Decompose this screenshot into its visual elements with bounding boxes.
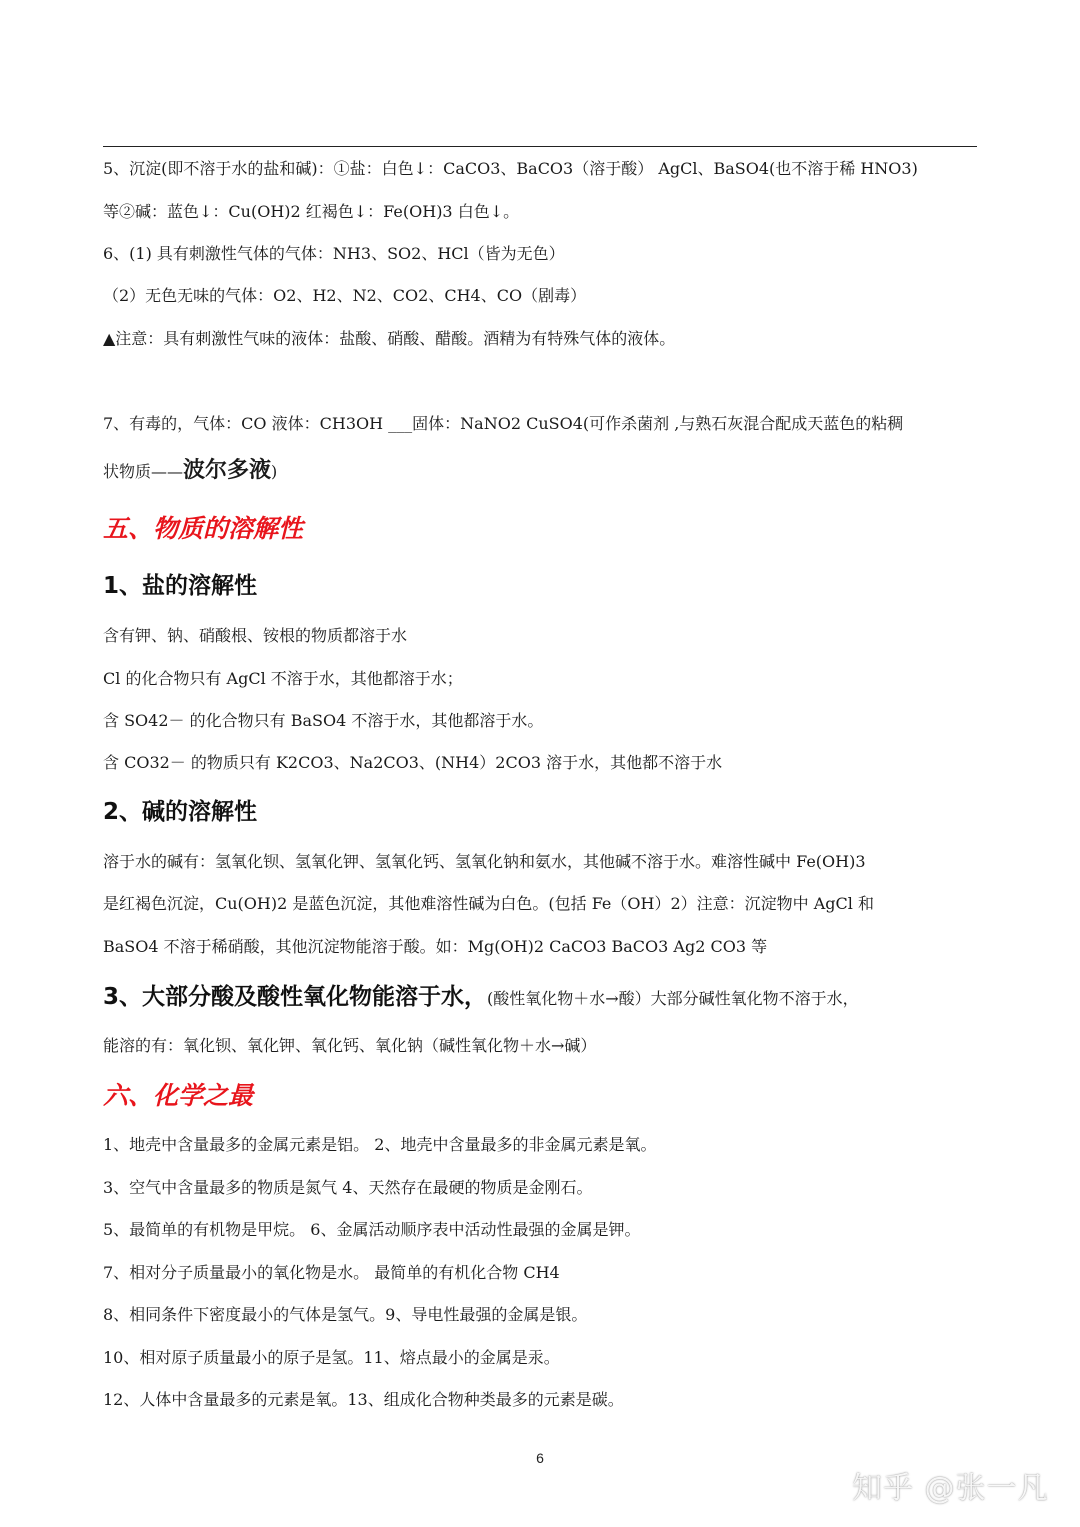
superlative-line-6: 10、相对原子质量最小的原子是氢。11、熔点最小的金属是汞。	[103, 1348, 560, 1367]
base-line-2: 是红褐色沉淀，Cu(OH)2 是蓝色沉淀，其他难溶性碱为白色。(包括 Fe（OH）2）注意：沉淀物中 AgCl 和	[103, 894, 874, 913]
header-rule	[103, 146, 977, 147]
subsection-title-base: 2、碱的溶解性	[103, 799, 258, 825]
text-line-7b	[103, 460, 983, 483]
text-line-6a: 6、(1) 具有刺激性气体的气体：NH3、SO2、HCl（皆为无色）	[103, 244, 565, 263]
salt-line-4: 含 CO32－ 的物质只有 K2CO3、Na2CO3、(NH4）2CO3 溶于水，其他都不溶于水	[103, 753, 723, 772]
page-number: 6	[536, 1450, 544, 1466]
subsection-title-salt: 1、盐的溶解性	[103, 573, 258, 599]
superlative-line-3: 5、最简单的有机物是甲烷。 6、金属活动顺序表中活动性最强的金属是钾。	[103, 1220, 641, 1239]
acid-line-2: 能溶的有：氧化钡、氧化钾、氧化钙、氧化钠（碱性氧化物＋水→碱）	[103, 1036, 597, 1055]
text-line-5b: 等②碱：蓝色↓：Cu(OH)2 红褐色↓：Fe(OH)3 白色↓。	[103, 202, 520, 221]
subsection-title-acid: 3、大部分酸及酸性氧化物能溶于水，	[103, 984, 488, 1010]
acid-line-rest: (酸性氧化物＋水→酸）大部分碱性氧化物不溶于水，	[487, 989, 859, 1008]
base-line-3: BaSO4 不溶于稀硝酸，其他沉淀物能溶于酸。如：Mg(OH)2 CaCO3 BaCO3 Ag2 CO3 等	[103, 937, 768, 956]
text-line-5a: 5、沉淀(即不溶于水的盐和碱)：①盐：白色↓：CaCO3、BaCO3（溶于酸） AgCl、BaSO4(也不溶于稀 HNO3)	[103, 159, 918, 178]
superlative-line-7: 12、人体中含量最多的元素是氧。13、组成化合物种类最多的元素是碳。	[103, 1390, 624, 1409]
superlative-line-5: 8、相同条件下密度最小的气体是氢气。9、导电性最强的金属是银。	[103, 1305, 588, 1324]
text-7b-suffix: )	[271, 462, 278, 481]
section-title-solubility: 五、物质的溶解性	[103, 514, 304, 543]
bordeaux-term: 波尔多液	[183, 458, 272, 483]
text-7b-prefix: 状物质——	[103, 462, 184, 481]
superlative-line-1: 1、地壳中含量最多的金属元素是铝。 2、地壳中含量最多的非金属元素是氧。	[103, 1135, 657, 1154]
salt-line-2: Cl 的化合物只有 AgCl 不溶于水，其他都溶于水；	[103, 669, 463, 688]
note-line: ▲注意：具有刺激性气味的液体：盐酸、硝酸、醋酸。酒精为有特殊气体的液体。	[103, 329, 676, 348]
zhihu-watermark: 知乎 @张一凡	[852, 1471, 1049, 1506]
subsection-acid-line	[103, 982, 983, 1014]
superlative-line-4: 7、相对分子质量最小的氧化物是水。 最简单的有机化合物 CH4	[103, 1263, 560, 1282]
text-line-6b: （2）无色无味的气体：O2、H2、N2、CO2、CH4、CO（剧毒）	[103, 286, 587, 305]
salt-line-3: 含 SO42－ 的化合物只有 BaSO4 不溶于水，其他都溶于水。	[103, 711, 544, 730]
superlative-line-2: 3、空气中含量最多的物质是氮气 4、天然存在最硬的物质是金刚石。	[103, 1178, 593, 1197]
base-line-1: 溶于水的碱有：氢氧化钡、氢氧化钾、氢氧化钙、氢氧化钠和氨水，其他碱不溶于水。难溶性碱中 Fe(OH)3	[103, 852, 866, 871]
section-title-chem-superlatives: 六、化学之最	[103, 1081, 254, 1110]
salt-line-1: 含有钾、钠、硝酸根、铵根的物质都溶于水	[103, 626, 408, 645]
text-line-7a: 7、有毒的，气体：CO 液体：CH3OH ___固体：NaNO2 CuSO4(可作杀菌剂 ,与熟石灰混合配成天蓝色的粘稠	[103, 414, 904, 433]
